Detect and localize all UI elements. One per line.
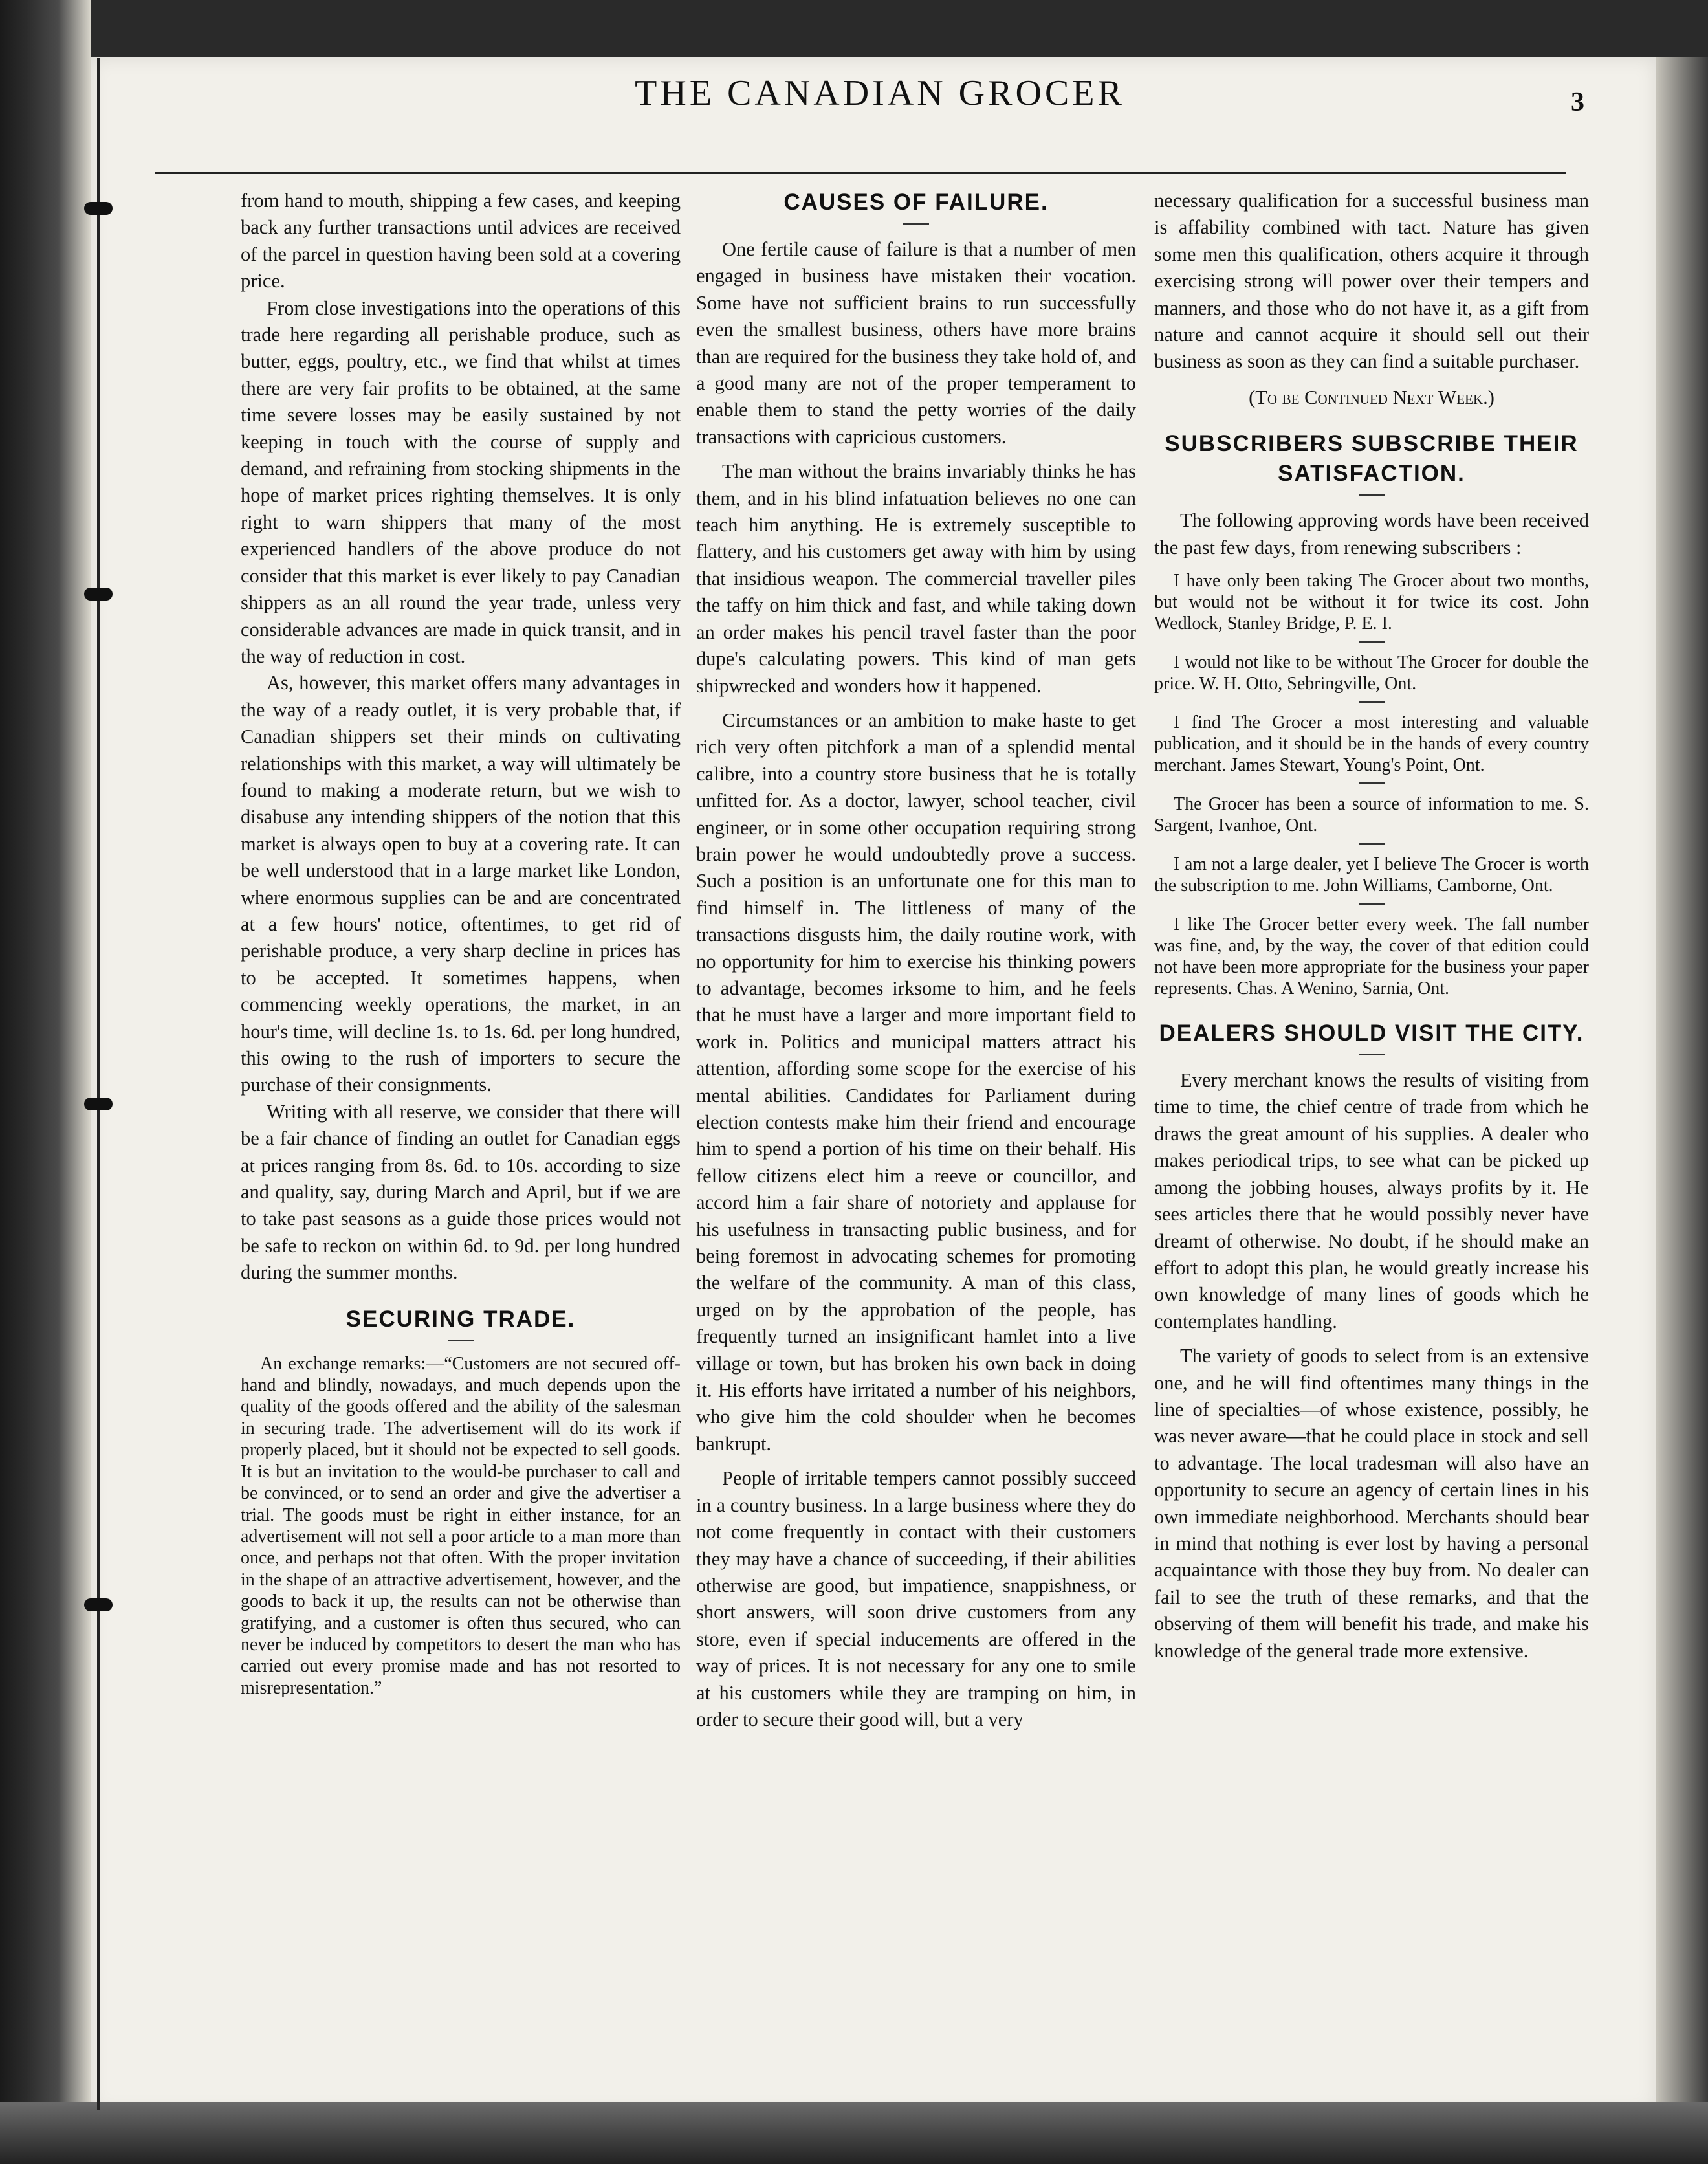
heading-dash	[1359, 494, 1385, 496]
heading-dash	[903, 223, 929, 225]
binding-mark	[84, 588, 113, 601]
paragraph: Writing with all reserve, we consider that there will be a fair chance of finding an outlet for Canadian eggs at prices ranging from 8s. 6d. to 10s. according to size and quality, say, during March and April, but if we are to take past seasons as a guide those prices would not be safe to reckon on within 6d. to 9d. per long hundred during the summer months.	[241, 1100, 681, 1284]
masthead-rule	[155, 172, 1566, 174]
divider-dash	[1359, 843, 1385, 845]
testimonial: The Grocer has been a source of information to me. S. Sargent, Ivanhoe, Ont.	[1154, 794, 1589, 836]
paragraph: One fertile cause of failure is that a number of men engaged in business have mistaken their vocation. Some have not sufficient brains to run successfully even the smallest business, others have more brains than are required for the business they take hold of, and a good many are not of the proper temperament to enable them to stand the petty worries of the daily transactions with capricious customers.	[696, 238, 1136, 448]
paragraph: Circumstances or an ambition to make haste to get rich very often pitchfork a man of a splendid mental calibre, into a country store business that he is totally unfitted for. As a doctor, lawyer, school teacher, civil engineer, or in some other occupation requiring strong brain power he would undoubtedly prove a success. Such a position is an unfortunate one for this man to find himself in. The littleness of many of the transactions disgusts him, the daily routine work, with no opportunity for him to exercise his thinking powers to advantage, becomes irksome to him, and he feels that he must have a larger and more important field to work in. Politics and municipal matters attract his attention, affording some scope for the exercise of his mental abilities. Candidates for Parliament during election contests make him their friend and encourage him to spend a portion of his time on their behalf. His fellow citizens elect him a reeve or councillor, and accord him a fair share of notoriety and applause for his usefulness in transacting public business, and for being foremost in advocating schemes for promoting the welfare of the community. A man of this class, urged on by the approbation of the people, has frequently turned an insignificant hamlet into a live village or town, but has broken his own back in doing it. His efforts have irritated a number of his neighbors, who give him the cold shoulder when he becomes bankrupt.	[696, 709, 1136, 1455]
testimonial: I find The Grocer a most interesting and valuable publication, and it should be in the hands of every country merchant. James Stewart, Young's Point, Ont.	[1154, 712, 1589, 776]
section-heading: SUBSCRIBERS SUBSCRIBE THEIR SATISFACTION.	[1165, 431, 1579, 487]
masthead: THE CANADIAN GROCER	[635, 73, 1125, 113]
paragraph: The man without the brains invariably thinks he has them, and in his blind infatuation believes no one can teach him anything. He is extremely susceptible to flattery, and his customers get away with him by using that insidious weapon. The commercial traveller piles the taffy on him thick and fast, and while taking down an order makes his pencil travel faster than the poor dupe's calculating powers. This kind of man gets shipwrecked and wonders how it happened.	[696, 460, 1136, 697]
paragraph: Every merchant knows the results of visiting from time to time, the chief centre of trade from which he draws the great amount of his supplies. A dealer who makes periodical trips, to see what can be picked up among the jobbing houses, always profits by it. He sees articles there that he would possibly never have dreamt of otherwise. No doubt, if he should make an effort to adopt this plan, he would greatly increase his own knowledge of many lines of goods which he contemplates handling.	[1154, 1069, 1589, 1332]
section-heading: DEALERS SHOULD VISIT THE CITY.	[1159, 1021, 1584, 1046]
column-3	[1154, 188, 1589, 1664]
column-1	[241, 188, 681, 1699]
binding-line	[97, 58, 100, 2110]
binding-mark	[84, 1598, 113, 1611]
paragraph: People of irritable tempers cannot possibly succeed in a country business. In a large business where they do not come frequently in contact with their customers they may have a chance of succeeding, if their abilities otherwise are good, but impatience, snappishness, or short answers, will soon drive customers from any store, even if special inducements are offered in the way of prices. It is not necessary for any one to smile at his customers while they are tramping on him, in order to secure their good will, but a very	[696, 1467, 1136, 1730]
scan-border-left	[0, 0, 91, 2164]
scan-border-right	[1656, 57, 1708, 2112]
divider-dash	[1359, 701, 1385, 703]
binding-mark	[84, 202, 113, 215]
paragraph: from hand to mouth, shipping a few cases, and keeping back any further transactions until advices are received of the parcel in question having been sold at a covering price.	[241, 190, 681, 293]
section-heading: CAUSES OF FAILURE.	[783, 190, 1049, 215]
page-number: 3	[1571, 87, 1584, 117]
binding-mark	[84, 1098, 113, 1110]
testimonial: I like The Grocer better every week. The fall number was fine, and, by the way, the cover of that edition could not have been more appropriate for the business your paper represents. Chas. A Wenino, Sarnia, Ont.	[1154, 914, 1589, 999]
paragraph: An exchange remarks:—“Customers are not secured off-hand and blindly, nowadays, and much depends upon the quality of the goods offered and the ability of the salesman in securing trade. The advertisement will do its work if properly placed, but it should not be expected to sell goods. It is but an invitation to the would-be purchaser to call and be convinced, or to send an order and give the advertiser a trial. The goods must be right in either instance, for an advertisement will not sell a poor article to a man more than once, and perhaps not that often. With the proper invitation in the shape of an attractive advertisement, however, and the goods to back it up, the results can not be otherwise than gratifying, and a customer is often thus secured, who can never be induced by competitors to desert the man who has carried out every promise made and has not resorted to misrepresentation.”	[241, 1353, 681, 1698]
paragraph: necessary qualification for a successful business man is affability combined with tact. Nature has given some men this qualification, others acquire it through exercising strong will power over their tempers and manners, and those who do not have it, as a gift from nature and cannot acquire it should sell out their business as soon as they can find a suitable purchaser.	[1154, 190, 1589, 373]
divider-dash	[1359, 782, 1385, 784]
paragraph: As, however, this market offers many advantages in the way of a ready outlet, it is very probable that, if Canadian shippers set their minds on cultivating relationships with this market, a way will ultimately be found to making a moderate return, but we wish to disabuse any intending shippers of the notion that this market is always open to buy at a covering rate. It can be well understood that in a large market like London, where enormous supplies can be and are concentrated at a few hours' notice, oftentimes, to get rid of perishable produce, a very sharp decline in prices has to be accepted. It sometimes happens, when commencing weekly operations, the market, in an hour's time, will decline 1s. to 1s. 6d. per long hundred, this owing to the rush of importers to secure the purchase of their consignments.	[241, 672, 681, 1096]
column-2	[696, 188, 1136, 1733]
testimonial: I am not a large dealer, yet I believe The Grocer is worth the subscription to me. John Williams, Camborne, Ont.	[1154, 854, 1589, 896]
testimonial: I would not like to be without The Grocer for double the price. W. H. Otto, Sebringville, Ont.	[1154, 652, 1589, 694]
divider-dash	[1359, 641, 1385, 643]
section-heading: SECURING TRADE.	[345, 1306, 576, 1332]
continued-note: (To be Continued Next Week.)	[1249, 386, 1494, 408]
testimonial: I have only been taking The Grocer about two months, but would not be without it for twice its cost. John Wedlock, Stanley Bridge, P. E. I.	[1154, 571, 1589, 634]
heading-dash	[1359, 1054, 1385, 1055]
paragraph: From close investigations into the operations of this trade here regarding all perishable produce, such as butter, eggs, poultry, etc., we find that whilst at times there are very fair profits to be obtained, at the same time severe losses may be easily sustained by not keeping in touch with the course of supply and demand, and refraining from stocking shipments in the hope of market prices righting themselves. It is only right to warn shippers that many of the most experienced handlers of the above produce do not consider that this market is ever likely to pay Canadian shippers as an all round the year trade, unless very considerable advances are made in quick transit, and in the way of reduction in cost.	[241, 296, 681, 667]
paragraph: The following approving words have been received the past few days, from renewing subscribers :	[1154, 509, 1589, 558]
divider-dash	[1359, 903, 1385, 905]
scan-border-bottom	[0, 2102, 1708, 2164]
paragraph: The variety of goods to select from is an extensive one, and he will find oftentimes many things in the line of specialties—of whose existence, possibly, he was never aware—that he could place in stock and sell to advantage. The local tradesman will also have an opportunity to secure an agency of certain lines in his own immediate neighborhood. Merchants should bear in mind that nothing is ever lost by having a personal acquaintance with those they buy from. No dealer can fail to see the truth of these remarks, and that the observing of them will benefit his trade, and make his knowledge of the general trade more extensive.	[1154, 1345, 1589, 1662]
heading-dash	[448, 1340, 474, 1341]
